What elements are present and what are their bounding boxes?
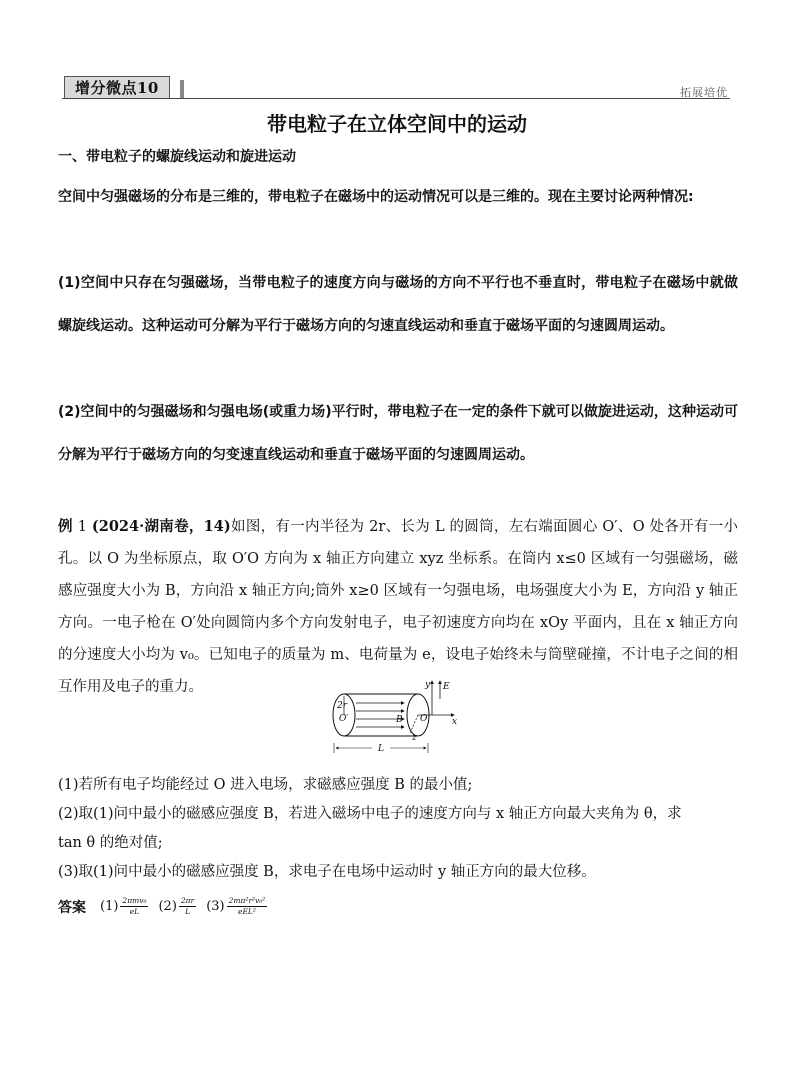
answer-numerator-1: 2πmv₀	[122, 896, 147, 905]
example-block	[58, 511, 738, 703]
example-text: 如图，有一内半径为 2r、长为 L 的圆筒，左右端面圆心 O′、O 处各开有一小孔。以 O 为坐标原点，取 O′O 方向为 x 轴正方向建立 xyz 坐标系。在筒内 x≤0 区域有一匀强磁场，磁感应强度大小为 B，方向沿 x 轴正方向;筒外 x≥0 区域有一匀强电场，电场强度大小为 E，方向沿 y 轴正方向。一电子枪在 O′处向圆筒内多个方向发射电子，电子初速度方向均在 xOy 平面内，且在 x 轴正方向的分速度大小均为 v₀。已知电子的质量为 m、电荷量为 e，设电子始终未与筒壁碰撞，不计电子之间的相互作用及电子的重力。	[58, 519, 739, 695]
header-divider	[62, 98, 730, 99]
answer-fraction-3	[227, 896, 268, 917]
header-category: 拓展培优	[680, 86, 728, 99]
question-list	[58, 771, 738, 887]
answer-item-3	[206, 896, 267, 917]
section-tag: 增分微点10	[64, 76, 170, 99]
answer-index-2: (2)	[158, 899, 177, 914]
z-axis	[410, 715, 418, 733]
question-2: (2)取(1)问中最小的磁感应强度 B，若进入磁场中电子的速度方向与 x 轴正方向最大夹角为 θ，求	[58, 806, 682, 822]
y-axis-label: y	[425, 680, 431, 690]
intro-paragraph: 空间中匀强磁场的分布是三维的，带电粒子在磁场中的运动情况可以是三维的。现在主要讨论两种情况:	[58, 189, 694, 205]
question-1: (1)若所有电子均能经过 O 进入电场，求磁感应强度 B 的最小值;	[58, 777, 473, 793]
example-number: 1	[77, 519, 87, 535]
page-title: 带电粒子在立体空间中的运动	[267, 112, 527, 136]
tag-shadow	[180, 80, 184, 98]
answer-item-1	[100, 896, 148, 917]
answer-fraction-1	[120, 896, 148, 917]
o-label: O	[420, 714, 428, 724]
l-label: L	[378, 744, 384, 754]
cylinder-diagram	[326, 677, 466, 759]
radius-label: 2r	[337, 701, 348, 711]
answer-index-3: (3)	[206, 899, 225, 914]
case1-paragraph: (1)空间中只存在匀强磁场，当带电粒子的速度方向与磁场的方向不平行也不垂直时，带电粒子在磁场中就做螺旋线运动。这种运动可分解为平行于磁场方向的匀速直线运动和垂直于磁场平面的匀速圆周运动。	[58, 275, 738, 334]
answer-label: 答案	[58, 899, 86, 916]
section-heading: 一、带电粒子的螺旋线运动和旋进运动	[58, 149, 296, 165]
example-source: (2024·湖南卷，14)	[91, 518, 231, 535]
o-prime-label: O′	[339, 714, 349, 724]
example-label: 例	[58, 519, 73, 535]
x-axis-label: x	[452, 717, 458, 727]
answer-block	[58, 896, 277, 917]
answer-denominator-3: eEL²	[238, 907, 256, 916]
answer-fraction-2	[179, 896, 196, 917]
answer-numerator-3: 2mπ²r²v₀²	[228, 896, 266, 905]
b-label: B	[396, 715, 403, 725]
answer-index-1: (1)	[100, 899, 119, 914]
answer-item-2	[158, 896, 196, 917]
z-axis-label: z	[412, 733, 417, 743]
answer-denominator-1: eL	[129, 907, 140, 916]
e-label: E	[443, 682, 450, 692]
answer-denominator-2: L	[185, 907, 191, 916]
case2-paragraph: (2)空间中的匀强磁场和匀强电场(或重力场)平行时，带电粒子在一定的条件下就可以做旋进运动，这种运动可分解为平行于磁场方向的匀变速直线运动和垂直于磁场平面的匀速圆周运动。	[58, 404, 738, 463]
answer-numerator-2: 2πr	[180, 896, 195, 905]
question-3: (3)取(1)问中最小的磁感应强度 B，求电子在电场中运动时 y 轴正方向的最大位移。	[58, 864, 596, 880]
question-2-cont: tan θ 的绝对值;	[58, 835, 163, 851]
